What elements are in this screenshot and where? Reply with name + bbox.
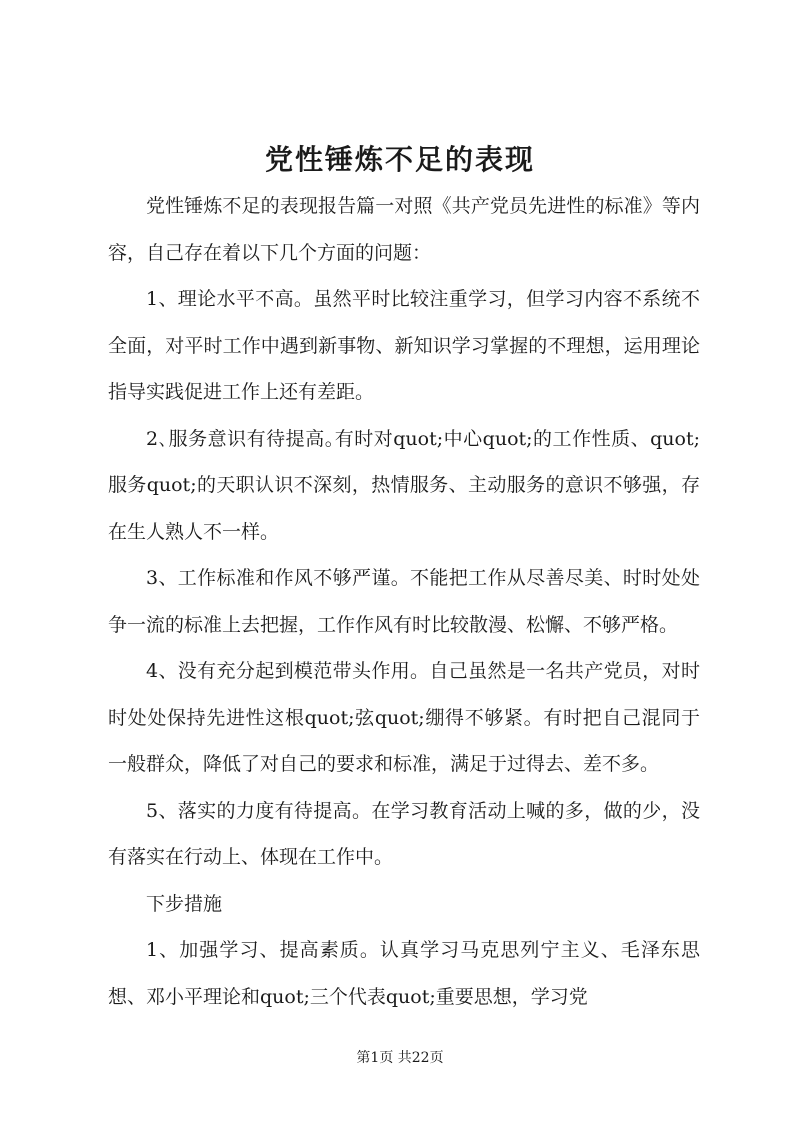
section-heading-next-steps: 下步措施 — [146, 892, 223, 915]
page-footer: 第1页 共22页 — [356, 1050, 444, 1066]
paragraph-measure-1: 1、加强学习、提高素质。认真学习马克思列宁主义、毛泽东思想、邓小平理论和quot;三个代表quot;重要思想，学习党 — [108, 939, 700, 1008]
paragraph-item-3: 3、工作标准和作风不够严谨。不能把工作从尽善尽美、时时处处争一流的标准上去把握，工作作风有时比较散漫、松懈、不够严格。 — [108, 567, 700, 636]
paragraph-intro: 党性锤炼不足的表现报告篇一对照《共产党员先进性的标准》等内容，自己存在着以下几个方面的问题： — [108, 195, 700, 264]
paragraph-item-2: 2､服务意识有待提高｡有时对quot;中心quot;的工作性质、quot;服务quot;的天职认识不深刻，热情服务、主动服务的意识不够强，存在生人熟人不一样。 — [108, 427, 700, 543]
document-body — [108, 183, 700, 1020]
document-title: 党性锤炼不足的表现 — [264, 143, 535, 176]
paragraph-item-4: 4、没有充分起到模范带头作用。自己虽然是一名共产党员，对时时处处保持先进性这根quot;弦quot;绷得不够紧。有时把自己混同于一般群众，降低了对自己的要求和标准，满足于过得去、差不多。 — [108, 660, 700, 775]
paragraph-item-1: 1、理论水平不高。虽然平时比较注重学习，但学习内容不系统不全面，对平时工作中遇到新事物、新知识学习掌握的不理想，运用理论指导实践促进工作上还有差距。 — [108, 288, 700, 403]
paragraph-item-5: 5、落实的力度有待提高。在学习教育活动上喊的多，做的少，没有落实在行动上、体现在工作中。 — [108, 799, 700, 868]
